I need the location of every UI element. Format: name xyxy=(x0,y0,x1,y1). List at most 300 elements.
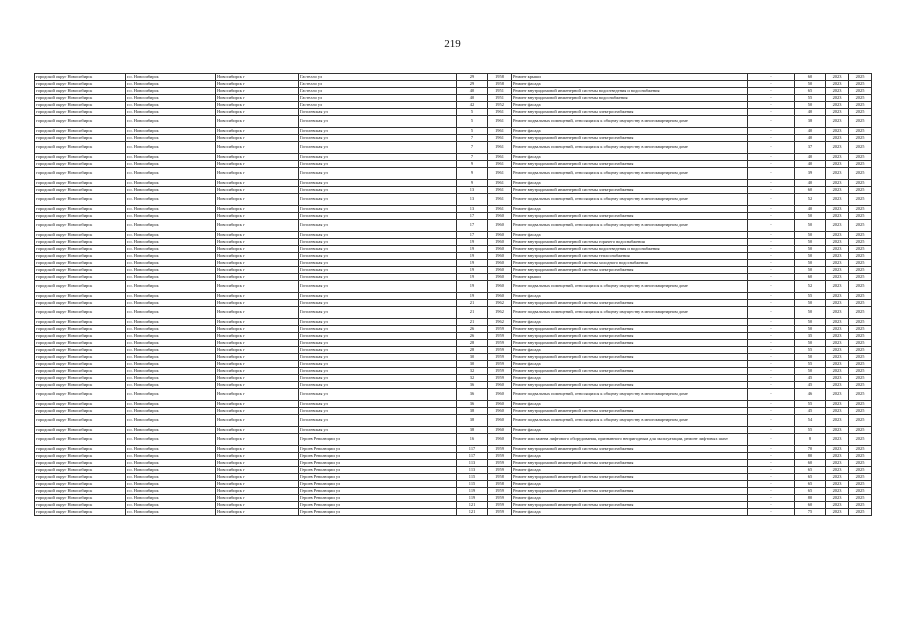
start-year-cell: 2023 xyxy=(826,246,849,253)
value-cell: 55 xyxy=(795,293,826,300)
street-cell: Гоголевская ул xyxy=(299,187,457,194)
house-number-cell: 19 xyxy=(457,246,488,253)
start-year-cell: 2023 xyxy=(826,116,849,128)
street-cell: Гоголевская ул xyxy=(299,368,457,375)
dash-cell: - xyxy=(748,401,795,408)
end-year-cell: 2025 xyxy=(849,481,872,488)
work-type-cell: Ремонт внутридомовой инженерной системы электроснабжения xyxy=(512,502,748,509)
city-cell: г.о. Новосибирск xyxy=(126,307,216,319)
table-row xyxy=(35,446,872,453)
dash-cell: - xyxy=(748,382,795,389)
street-cell: Гастелло ул xyxy=(299,74,457,81)
street-cell: Гоголевская ул xyxy=(299,239,457,246)
street-cell: Героев Революции ул xyxy=(299,488,457,495)
build-year-cell: 1951 xyxy=(488,88,512,95)
house-number-cell: 21 xyxy=(457,319,488,326)
work-type-cell: Ремонт фасада xyxy=(512,293,748,300)
end-year-cell: 2025 xyxy=(849,95,872,102)
house-number-cell: 9 xyxy=(457,161,488,168)
house-number-cell: 115 xyxy=(457,481,488,488)
dash-cell: - xyxy=(748,154,795,161)
work-type-cell: Ремонт внутридомовой инженерной системы электроснабжения xyxy=(512,135,748,142)
start-year-cell: 2023 xyxy=(826,368,849,375)
street-cell: Героев Революции ул xyxy=(299,474,457,481)
district-cell: городской округ Новосибирск xyxy=(35,213,126,220)
city-cell: г.о. Новосибирск xyxy=(126,427,216,434)
table-row xyxy=(35,401,872,408)
city-cell: г.о. Новосибирск xyxy=(126,474,216,481)
value-cell: 60 xyxy=(795,274,826,281)
house-number-cell: 5 xyxy=(457,109,488,116)
start-year-cell: 2023 xyxy=(826,488,849,495)
city-cell: г.о. Новосибирск xyxy=(126,333,216,340)
table-row xyxy=(35,187,872,194)
district-cell: городской округ Новосибирск xyxy=(35,509,126,516)
street-cell: Героев Революции ул xyxy=(299,460,457,467)
build-year-cell: 1961 xyxy=(488,154,512,161)
work-type-cell: Ремонт внутридомовой инженерной системы электроснабжения xyxy=(512,488,748,495)
work-type-cell: Ремонт внутридомовой инженерной системы водоснабжения xyxy=(512,95,748,102)
build-year-cell: 1960 xyxy=(488,427,512,434)
locality-cell: Новосибирск г xyxy=(216,333,299,340)
table-row xyxy=(35,434,872,446)
work-type-cell: Ремонт фасада xyxy=(512,509,748,516)
house-number-cell: 119 xyxy=(457,495,488,502)
value-cell: 55 xyxy=(795,361,826,368)
locality-cell: Новосибирск г xyxy=(216,434,299,446)
street-cell: Героев Революции ул xyxy=(299,509,457,516)
city-cell: г.о. Новосибирск xyxy=(126,509,216,516)
locality-cell: Новосибирск г xyxy=(216,135,299,142)
city-cell: г.о. Новосибирск xyxy=(126,415,216,427)
table-row xyxy=(35,474,872,481)
dash-cell: - xyxy=(748,415,795,427)
house-number-cell: 7 xyxy=(457,154,488,161)
locality-cell: Новосибирск г xyxy=(216,213,299,220)
table-row xyxy=(35,361,872,368)
value-cell: 52 xyxy=(795,194,826,206)
start-year-cell: 2023 xyxy=(826,213,849,220)
start-year-cell: 2023 xyxy=(826,300,849,307)
house-number-cell: 19 xyxy=(457,239,488,246)
district-cell: городской округ Новосибирск xyxy=(35,368,126,375)
locality-cell: Новосибирск г xyxy=(216,340,299,347)
start-year-cell: 2023 xyxy=(826,142,849,154)
district-cell: городской округ Новосибирск xyxy=(35,382,126,389)
locality-cell: Новосибирск г xyxy=(216,495,299,502)
work-type-cell: Ремонт фасада xyxy=(512,347,748,354)
dash-cell: - xyxy=(748,347,795,354)
end-year-cell: 2025 xyxy=(849,488,872,495)
work-type-cell: Ремонт фасада xyxy=(512,319,748,326)
locality-cell: Новосибирск г xyxy=(216,368,299,375)
district-cell: городской округ Новосибирск xyxy=(35,361,126,368)
dash-cell: - xyxy=(748,354,795,361)
locality-cell: Новосибирск г xyxy=(216,220,299,232)
value-cell: 54 xyxy=(795,415,826,427)
end-year-cell: 2025 xyxy=(849,161,872,168)
build-year-cell: 1959 xyxy=(488,368,512,375)
street-cell: Гоголевская ул xyxy=(299,401,457,408)
dash-cell: - xyxy=(748,326,795,333)
table-row xyxy=(35,281,872,293)
table-row xyxy=(35,300,872,307)
table-row xyxy=(35,274,872,281)
table-row xyxy=(35,109,872,116)
value-cell: 70 xyxy=(795,446,826,453)
end-year-cell: 2025 xyxy=(849,206,872,213)
table-row xyxy=(35,333,872,340)
district-cell: городской округ Новосибирск xyxy=(35,253,126,260)
build-year-cell: 1961 xyxy=(488,206,512,213)
locality-cell: Новосибирск г xyxy=(216,382,299,389)
locality-cell: Новосибирск г xyxy=(216,326,299,333)
street-cell: Гоголевская ул xyxy=(299,213,457,220)
street-cell: Гоголевская ул xyxy=(299,253,457,260)
district-cell: городской округ Новосибирск xyxy=(35,102,126,109)
city-cell: г.о. Новосибирск xyxy=(126,267,216,274)
district-cell: городской округ Новосибирск xyxy=(35,481,126,488)
house-number-cell: 117 xyxy=(457,446,488,453)
build-year-cell: 1959 xyxy=(488,347,512,354)
value-cell: 40 xyxy=(795,109,826,116)
street-cell: Гоголевская ул xyxy=(299,347,457,354)
district-cell: городской округ Новосибирск xyxy=(35,88,126,95)
start-year-cell: 2023 xyxy=(826,434,849,446)
end-year-cell: 2025 xyxy=(849,102,872,109)
dash-cell: - xyxy=(748,135,795,142)
end-year-cell: 2025 xyxy=(849,267,872,274)
value-cell: 50 xyxy=(795,220,826,232)
table-row xyxy=(35,253,872,260)
build-year-cell: 1961 xyxy=(488,135,512,142)
district-cell: городской округ Новосибирск xyxy=(35,401,126,408)
work-type-cell: Ремонт внутридомовой инженерной системы электроснабжения xyxy=(512,326,748,333)
table-row xyxy=(35,74,872,81)
district-cell: городской округ Новосибирск xyxy=(35,307,126,319)
end-year-cell: 2025 xyxy=(849,427,872,434)
end-year-cell: 2025 xyxy=(849,509,872,516)
locality-cell: Новосибирск г xyxy=(216,467,299,474)
value-cell: 65 xyxy=(795,488,826,495)
value-cell: 50 xyxy=(795,300,826,307)
table-row xyxy=(35,502,872,509)
dash-cell: - xyxy=(748,460,795,467)
build-year-cell: 1951 xyxy=(488,95,512,102)
start-year-cell: 2023 xyxy=(826,187,849,194)
street-cell: Гастелло ул xyxy=(299,102,457,109)
street-cell: Гоголевская ул xyxy=(299,354,457,361)
start-year-cell: 2023 xyxy=(826,168,849,180)
build-year-cell: 1952 xyxy=(488,102,512,109)
locality-cell: Новосибирск г xyxy=(216,180,299,187)
work-type-cell: Ремонт подвальных помещений, относящихся к общему имуществу в многоквартирном доме xyxy=(512,142,748,154)
build-year-cell: 1961 xyxy=(488,194,512,206)
build-year-cell: 1962 xyxy=(488,307,512,319)
district-cell: городской округ Новосибирск xyxy=(35,232,126,239)
start-year-cell: 2023 xyxy=(826,260,849,267)
table-row xyxy=(35,481,872,488)
city-cell: г.о. Новосибирск xyxy=(126,116,216,128)
start-year-cell: 2023 xyxy=(826,354,849,361)
end-year-cell: 2025 xyxy=(849,293,872,300)
locality-cell: Новосибирск г xyxy=(216,187,299,194)
district-cell: городской округ Новосибирск xyxy=(35,467,126,474)
value-cell: 60 xyxy=(795,74,826,81)
city-cell: г.о. Новосибирск xyxy=(126,88,216,95)
build-year-cell: 1960 xyxy=(488,434,512,446)
locality-cell: Новосибирск г xyxy=(216,427,299,434)
dash-cell: - xyxy=(748,239,795,246)
table-row xyxy=(35,340,872,347)
table-row xyxy=(35,389,872,401)
house-number-cell: 113 xyxy=(457,460,488,467)
work-type-cell: Ремонт внутридомовой инженерной системы электроснабжения xyxy=(512,333,748,340)
locality-cell: Новосибирск г xyxy=(216,293,299,300)
value-cell: 45 xyxy=(795,408,826,415)
table-row xyxy=(35,206,872,213)
street-cell: Героев Революции ул xyxy=(299,446,457,453)
end-year-cell: 2025 xyxy=(849,495,872,502)
dash-cell: - xyxy=(748,206,795,213)
value-cell: 8 xyxy=(795,434,826,446)
value-cell: 50 xyxy=(795,354,826,361)
city-cell: г.о. Новосибирск xyxy=(126,102,216,109)
street-cell: Гоголевская ул xyxy=(299,168,457,180)
work-type-cell: Ремонт внутридомовой инженерной системы электроснабжения xyxy=(512,340,748,347)
city-cell: г.о. Новосибирск xyxy=(126,109,216,116)
start-year-cell: 2023 xyxy=(826,102,849,109)
dash-cell: - xyxy=(748,509,795,516)
value-cell: 60 xyxy=(795,187,826,194)
work-type-cell: Ремонт внутридомовой инженерной системы электроснабжения xyxy=(512,354,748,361)
end-year-cell: 2025 xyxy=(849,340,872,347)
table-row xyxy=(35,161,872,168)
house-number-cell: 21 xyxy=(457,300,488,307)
district-cell: городской округ Новосибирск xyxy=(35,206,126,213)
end-year-cell: 2025 xyxy=(849,354,872,361)
street-cell: Гоголевская ул xyxy=(299,260,457,267)
house-number-cell: 113 xyxy=(457,467,488,474)
house-number-cell: 117 xyxy=(457,453,488,460)
dash-cell: - xyxy=(748,474,795,481)
dash-cell: - xyxy=(748,168,795,180)
dash-cell: - xyxy=(748,361,795,368)
page-number: 219 xyxy=(444,38,461,50)
street-cell: Гоголевская ул xyxy=(299,300,457,307)
start-year-cell: 2023 xyxy=(826,427,849,434)
dash-cell: - xyxy=(748,293,795,300)
end-year-cell: 2025 xyxy=(849,180,872,187)
city-cell: г.о. Новосибирск xyxy=(126,347,216,354)
value-cell: 50 xyxy=(795,102,826,109)
house-number-cell: 13 xyxy=(457,206,488,213)
build-year-cell: 1960 xyxy=(488,274,512,281)
city-cell: г.о. Новосибирск xyxy=(126,142,216,154)
build-year-cell: 1959 xyxy=(488,361,512,368)
street-cell: Гастелло ул xyxy=(299,81,457,88)
district-cell: городской округ Новосибирск xyxy=(35,154,126,161)
start-year-cell: 2023 xyxy=(826,408,849,415)
city-cell: г.о. Новосибирск xyxy=(126,180,216,187)
end-year-cell: 2025 xyxy=(849,347,872,354)
house-number-cell: 7 xyxy=(457,142,488,154)
work-type-cell: Ремонт внутридомовой инженерной системы водоотведения и водоснабжения xyxy=(512,88,748,95)
city-cell: г.о. Новосибирск xyxy=(126,434,216,446)
locality-cell: Новосибирск г xyxy=(216,408,299,415)
work-type-cell: Ремонт внутридомовой инженерной системы теплоснабжения xyxy=(512,253,748,260)
locality-cell: Новосибирск г xyxy=(216,300,299,307)
house-number-cell: 29 xyxy=(457,74,488,81)
value-cell: 80 xyxy=(795,453,826,460)
end-year-cell: 2025 xyxy=(849,220,872,232)
street-cell: Гоголевская ул xyxy=(299,116,457,128)
end-year-cell: 2025 xyxy=(849,333,872,340)
work-type-cell: Ремонт фасада xyxy=(512,427,748,434)
table-row xyxy=(35,180,872,187)
build-year-cell: 1958 xyxy=(488,474,512,481)
end-year-cell: 2025 xyxy=(849,326,872,333)
district-cell: городской округ Новосибирск xyxy=(35,300,126,307)
table-row xyxy=(35,354,872,361)
district-cell: городской округ Новосибирск xyxy=(35,474,126,481)
end-year-cell: 2025 xyxy=(849,154,872,161)
work-type-cell: Ремонт или замена лифтового оборудования, признанного непригодным для эксплуатации, ремонт лифтовых шахт xyxy=(512,434,748,446)
street-cell: Гоголевская ул xyxy=(299,180,457,187)
build-year-cell: 1960 xyxy=(488,239,512,246)
end-year-cell: 2025 xyxy=(849,168,872,180)
value-cell: 40 xyxy=(795,180,826,187)
build-year-cell: 1961 xyxy=(488,109,512,116)
build-year-cell: 1960 xyxy=(488,253,512,260)
house-number-cell: 40 xyxy=(457,88,488,95)
build-year-cell: 1960 xyxy=(488,246,512,253)
dash-cell: - xyxy=(748,502,795,509)
house-number-cell: 17 xyxy=(457,232,488,239)
locality-cell: Новосибирск г xyxy=(216,142,299,154)
city-cell: г.о. Новосибирск xyxy=(126,81,216,88)
work-type-cell: Ремонт фасада xyxy=(512,81,748,88)
dash-cell: - xyxy=(748,281,795,293)
end-year-cell: 2025 xyxy=(849,453,872,460)
house-number-cell: 32 xyxy=(457,375,488,382)
end-year-cell: 2025 xyxy=(849,239,872,246)
build-year-cell: 1961 xyxy=(488,116,512,128)
street-cell: Гоголевская ул xyxy=(299,375,457,382)
locality-cell: Новосибирск г xyxy=(216,81,299,88)
street-cell: Гоголевская ул xyxy=(299,415,457,427)
table-row xyxy=(35,213,872,220)
house-number-cell: 17 xyxy=(457,213,488,220)
district-cell: городской округ Новосибирск xyxy=(35,415,126,427)
house-number-cell: 115 xyxy=(457,474,488,481)
end-year-cell: 2025 xyxy=(849,401,872,408)
city-cell: г.о. Новосибирск xyxy=(126,220,216,232)
dash-cell: - xyxy=(748,260,795,267)
city-cell: г.о. Новосибирск xyxy=(126,389,216,401)
city-cell: г.о. Новосибирск xyxy=(126,206,216,213)
table-row xyxy=(35,128,872,135)
city-cell: г.о. Новосибирск xyxy=(126,401,216,408)
end-year-cell: 2025 xyxy=(849,81,872,88)
build-year-cell: 1959 xyxy=(488,354,512,361)
build-year-cell: 1959 xyxy=(488,495,512,502)
value-cell: 50 xyxy=(795,213,826,220)
work-type-cell: Ремонт внутридомовой инженерной системы горячего водоснабжения xyxy=(512,239,748,246)
city-cell: г.о. Новосибирск xyxy=(126,361,216,368)
locality-cell: Новосибирск г xyxy=(216,415,299,427)
registry-body xyxy=(35,74,872,516)
end-year-cell: 2025 xyxy=(849,502,872,509)
work-type-cell: Ремонт подвальных помещений, относящихся к общему имуществу в многоквартирном доме xyxy=(512,307,748,319)
start-year-cell: 2023 xyxy=(826,340,849,347)
dash-cell: - xyxy=(748,267,795,274)
work-type-cell: Ремонт фасада xyxy=(512,361,748,368)
start-year-cell: 2023 xyxy=(826,109,849,116)
house-number-cell: 19 xyxy=(457,293,488,300)
start-year-cell: 2023 xyxy=(826,509,849,516)
house-number-cell: 30 xyxy=(457,354,488,361)
end-year-cell: 2025 xyxy=(849,467,872,474)
dash-cell: - xyxy=(748,375,795,382)
district-cell: городской округ Новосибирск xyxy=(35,347,126,354)
end-year-cell: 2025 xyxy=(849,253,872,260)
end-year-cell: 2025 xyxy=(849,128,872,135)
district-cell: городской округ Новосибирск xyxy=(35,495,126,502)
work-type-cell: Ремонт фасада xyxy=(512,232,748,239)
table-row xyxy=(35,102,872,109)
build-year-cell: 1962 xyxy=(488,319,512,326)
start-year-cell: 2023 xyxy=(826,333,849,340)
house-number-cell: 19 xyxy=(457,253,488,260)
end-year-cell: 2025 xyxy=(849,142,872,154)
start-year-cell: 2023 xyxy=(826,281,849,293)
city-cell: г.о. Новосибирск xyxy=(126,253,216,260)
locality-cell: Новосибирск г xyxy=(216,246,299,253)
value-cell: 40 xyxy=(795,206,826,213)
city-cell: г.о. Новосибирск xyxy=(126,488,216,495)
build-year-cell: 1960 xyxy=(488,415,512,427)
table-row xyxy=(35,495,872,502)
district-cell: городской округ Новосибирск xyxy=(35,246,126,253)
table-row xyxy=(35,408,872,415)
table-row xyxy=(35,220,872,232)
locality-cell: Новосибирск г xyxy=(216,128,299,135)
locality-cell: Новосибирск г xyxy=(216,154,299,161)
dash-cell: - xyxy=(748,187,795,194)
locality-cell: Новосибирск г xyxy=(216,354,299,361)
house-number-cell: 38 xyxy=(457,415,488,427)
work-type-cell: Ремонт внутридомовой инженерной системы электроснабжения xyxy=(512,300,748,307)
build-year-cell: 1961 xyxy=(488,187,512,194)
dash-cell: - xyxy=(748,389,795,401)
district-cell: городской округ Новосибирск xyxy=(35,333,126,340)
work-type-cell: Ремонт крыши xyxy=(512,274,748,281)
table-row xyxy=(35,293,872,300)
locality-cell: Новосибирск г xyxy=(216,474,299,481)
dash-cell: - xyxy=(748,427,795,434)
start-year-cell: 2023 xyxy=(826,502,849,509)
street-cell: Гоголевская ул xyxy=(299,340,457,347)
district-cell: городской округ Новосибирск xyxy=(35,502,126,509)
locality-cell: Новосибирск г xyxy=(216,267,299,274)
table-row xyxy=(35,239,872,246)
work-type-cell: Ремонт фасада xyxy=(512,401,748,408)
house-number-cell: 19 xyxy=(457,267,488,274)
city-cell: г.о. Новосибирск xyxy=(126,161,216,168)
house-number-cell: 42 xyxy=(457,102,488,109)
district-cell: городской округ Новосибирск xyxy=(35,434,126,446)
